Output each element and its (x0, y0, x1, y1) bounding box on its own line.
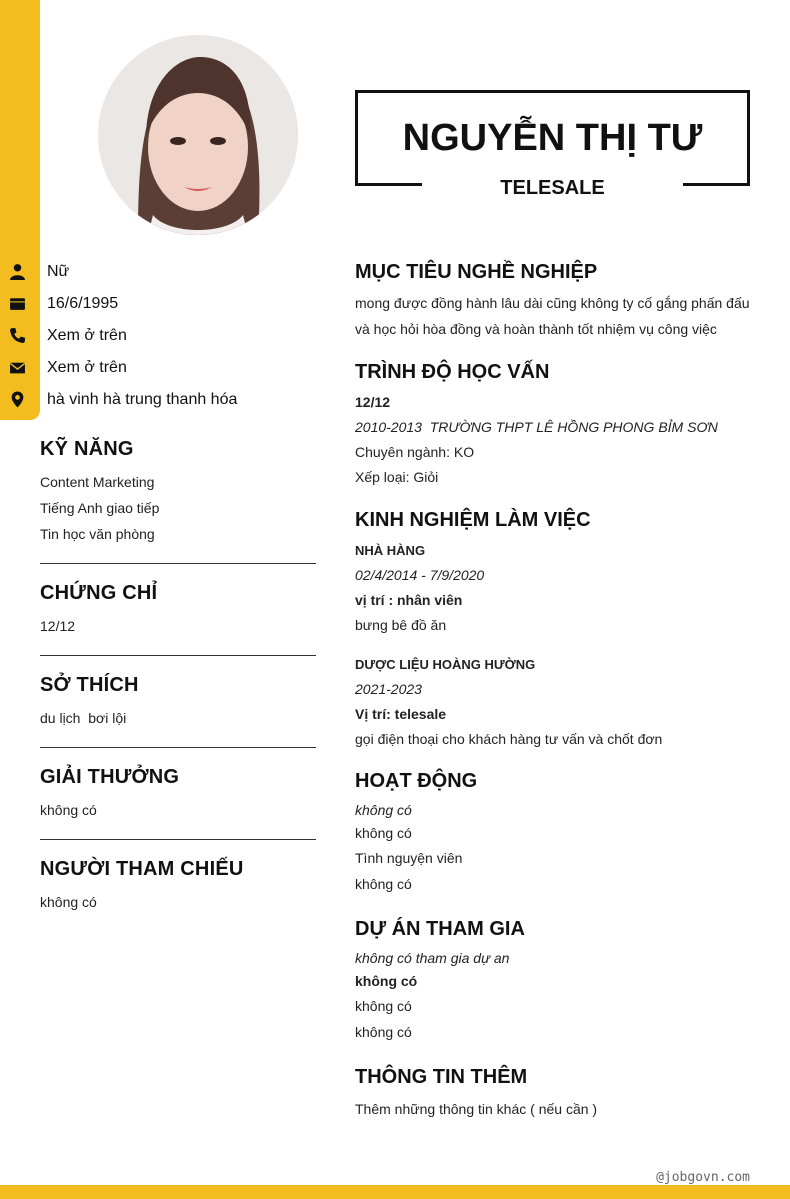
section-divider (40, 747, 316, 748)
person-icon (9, 263, 26, 280)
skill-item: Content Marketing (40, 474, 155, 490)
skill-item: Tiếng Anh giao tiếp (40, 500, 160, 516)
yellow-accent-strip (0, 0, 40, 420)
candidate-name: NGUYỄN THỊ TƯ (402, 117, 703, 159)
contact-phone: Xem ở trên (47, 327, 127, 344)
watermark: @jobgovn.com (656, 1170, 750, 1185)
bottom-accent-bar (0, 1185, 790, 1199)
section-divider (40, 655, 316, 656)
awards-section (40, 766, 316, 823)
activity-line: không có (355, 802, 412, 818)
activity-line: không có (355, 876, 412, 892)
reference-item: không có (40, 894, 97, 910)
hobby-item: du lịch bơi lội (40, 710, 127, 726)
avatar-photo (98, 35, 298, 235)
contact-email: Xem ở trên (47, 359, 127, 376)
mail-icon (9, 359, 26, 376)
experience-title: KINH NGHIỆM LÀM VIỆC (355, 509, 591, 531)
job-description: gọi điện thoại cho khách hàng tư vấn và chốt đơn (355, 731, 663, 747)
name-box (355, 90, 750, 199)
certificates-section (40, 582, 316, 639)
candidate-position: TELESALE (500, 177, 605, 199)
activity-line: Tình nguyện viên (355, 850, 463, 866)
education-major: Chuyên ngành: KO (355, 444, 475, 460)
certificates-title: CHỨNG CHỈ (40, 582, 158, 604)
job-description: bưng bê đồ ăn (355, 617, 447, 633)
job-role: Vị trí: telesale (355, 706, 447, 722)
activity-line: không có (355, 825, 412, 841)
references-section (40, 858, 316, 915)
hobbies-section (40, 674, 316, 731)
job-role: vị trí : nhân viên (355, 592, 463, 608)
job-entry (355, 652, 755, 752)
job-company: DƯỢC LIỆU HOÀNG HƯỜNG (355, 657, 536, 672)
references-title: NGƯỜI THAM CHIẾU (40, 858, 244, 880)
location-icon (9, 391, 26, 408)
avatar (98, 35, 298, 235)
projects-section (355, 918, 755, 1045)
job-period: 2021-2023 (355, 681, 422, 697)
section-divider (40, 839, 316, 840)
experience-section (355, 509, 755, 752)
project-line: không có (355, 998, 412, 1014)
extra-info-text: Thêm những thông tin khác ( nếu cần ) (355, 1101, 598, 1117)
skills-section (40, 438, 316, 547)
contact-gender: Nữ (47, 263, 70, 280)
extra-info-section (355, 1066, 755, 1123)
project-line: không có (355, 973, 418, 989)
education-section (355, 361, 755, 490)
certificate-item: 12/12 (40, 618, 76, 634)
contact-address: hà vinh hà trung thanh hóa (47, 391, 238, 408)
activities-section (355, 770, 755, 897)
skills-title: KỸ NĂNG (40, 438, 134, 460)
education-level: 12/12 (355, 394, 391, 410)
skill-item: Tin học văn phòng (40, 526, 155, 542)
section-divider (40, 563, 316, 564)
calendar-icon (9, 295, 26, 312)
objective-text: mong được đồng hành lâu dài cũng không ty cố gắng phấn đấu và học hỏi hòa đồng và hoàn thành tốt nhiệm vụ công việc (355, 295, 750, 337)
education-grade: Xếp loại: Giỏi (355, 469, 439, 485)
projects-title: DỰ ÁN THAM GIA (355, 918, 525, 940)
objective-section (355, 261, 755, 342)
job-company: NHÀ HÀNG (355, 543, 426, 558)
education-school: 2010-2013 TRƯỜNG THPT LÊ HỒNG PHONG BỈM SƠN (355, 419, 718, 435)
job-period: 02/4/2014 - 7/9/2020 (355, 567, 485, 583)
awards-title: GIẢI THƯỞNG (40, 766, 180, 788)
project-line: không có (355, 1024, 412, 1040)
hobbies-title: SỞ THÍCH (40, 674, 139, 696)
education-title: TRÌNH ĐỘ HỌC VẤN (355, 361, 550, 383)
extra-info-title: THÔNG TIN THÊM (355, 1066, 528, 1088)
phone-icon (9, 327, 26, 344)
contact-birthday: 16/6/1995 (47, 295, 119, 312)
activities-title: HOẠT ĐỘNG (355, 770, 478, 792)
objective-title: MỤC TIÊU NGHỀ NGHIỆP (355, 261, 598, 283)
project-line: không có tham gia dự an (355, 950, 510, 966)
job-entry (355, 538, 755, 638)
award-item: không có (40, 802, 97, 818)
